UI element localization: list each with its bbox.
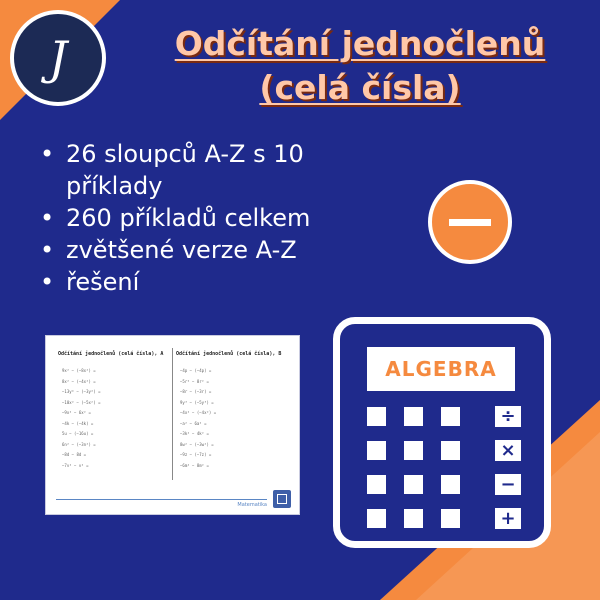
minus-badge	[428, 180, 512, 264]
calculator-key	[441, 441, 460, 460]
exercise-row: −5r² − 8r² =	[180, 378, 209, 384]
feature-item: • 260 příkladů celkem	[38, 202, 378, 234]
exercise-row: −4p − (−4p) =	[180, 368, 212, 373]
calculator-key	[441, 407, 460, 426]
calculator-key	[441, 475, 460, 494]
calculator-key	[367, 509, 386, 528]
brand-logo	[10, 10, 106, 106]
exercise-row: −8d − 8d =	[62, 452, 87, 457]
minus-key: −	[495, 474, 521, 495]
exercise-row: 9x² − (−8x²) =	[62, 368, 96, 373]
exercise-row: −13y⁴ − (−3y⁴) =	[62, 389, 101, 394]
calculator-key	[367, 407, 386, 426]
worksheet-column-b	[180, 366, 270, 471]
exercise-row: −8r − (−3r) =	[180, 389, 212, 394]
exercise-row: 5u − (−16u) =	[62, 431, 94, 436]
feature-item: • řešení	[38, 266, 378, 298]
calculator-key	[367, 475, 386, 494]
multiply-key: ×	[495, 440, 521, 461]
exercise-row: −7v² − v² =	[62, 462, 89, 468]
calculator-key	[404, 475, 423, 494]
page-title	[140, 22, 580, 110]
exercise-row: −6m² − 8m² =	[180, 462, 209, 468]
title-line-2: (celá čísla)	[259, 68, 461, 107]
feature-list	[38, 138, 378, 298]
worksheet-preview	[45, 335, 300, 515]
title-line-1: Odčítání jednočlenů	[174, 24, 546, 63]
logo-letter: J	[48, 31, 68, 85]
divide-key: ÷	[495, 406, 521, 427]
exercise-row: −9z − (−7z) =	[180, 452, 212, 457]
exercise-row: 9y³ − (−5y³) =	[180, 399, 214, 405]
calculator-illustration	[333, 317, 551, 548]
exercise-row: −10x² − (−5x²) =	[62, 399, 101, 405]
exercise-row: −a² − 6a² =	[180, 420, 207, 426]
feature-item: • zvětšené verze A-Z	[38, 234, 378, 266]
column-divider	[172, 348, 173, 480]
footer-rule	[56, 499, 267, 500]
feature-item: • 26 sloupců A-Z s 10 příklady	[38, 138, 368, 202]
worksheet-heading-a: Odčítání jednočlenů (celá čísla), A	[58, 351, 164, 357]
display-text: ALGEBRA	[385, 357, 497, 381]
calculator-key	[441, 509, 460, 528]
calculator-key	[367, 441, 386, 460]
calculator-display	[367, 347, 515, 391]
exercise-row: −3k² − 4k² =	[180, 431, 209, 436]
worksheet-heading-b: Odčítání jednočlenů (celá čísla), B	[176, 351, 282, 357]
exercise-row: 6n² − (−3n²) =	[62, 441, 96, 447]
calculator-icon	[273, 490, 291, 508]
worksheet-column-a	[62, 366, 152, 471]
calculator-key	[404, 509, 423, 528]
calculator-key	[404, 407, 423, 426]
minus-icon	[449, 219, 491, 226]
plus-key: +	[495, 508, 521, 529]
exercise-row: −9x² − 6x² =	[62, 410, 91, 415]
exercise-row: −4x² − (−4x²) =	[180, 410, 217, 415]
calculator-key	[404, 441, 423, 460]
exercise-row: −4k − (−4k) =	[62, 420, 94, 426]
footer-label: Matematika	[237, 502, 267, 508]
exercise-row: 8x² − (−4x²) =	[62, 378, 96, 384]
exercise-row: 8w² − (−3w²) =	[180, 441, 214, 447]
